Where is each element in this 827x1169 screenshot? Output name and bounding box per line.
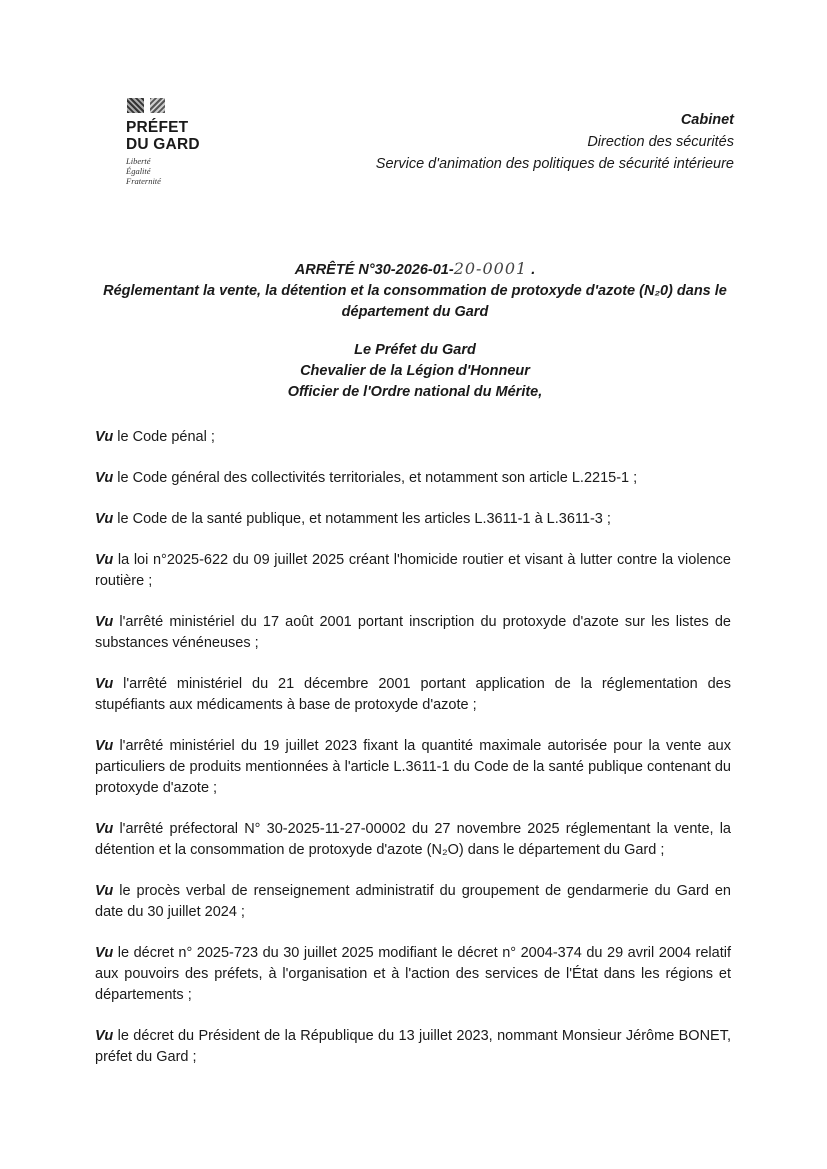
motto-fraternite: Fraternité (126, 176, 161, 186)
vu-label: Vu (95, 821, 114, 837)
visa-text: l'arrêté ministériel du 21 décembre 2001 portant application de la réglementation des stupéfiants aux médicaments à base de protoxyde d'azote ; (95, 676, 731, 713)
vu-label: Vu (95, 552, 114, 568)
visa-paragraph (95, 509, 731, 530)
prefet-name: Le Préfet du Gard (354, 342, 476, 358)
prefecture-logo (126, 98, 200, 186)
logo-line1: PRÉFET (126, 119, 189, 136)
logo-line2: DU GARD (126, 136, 200, 153)
service: Service d'animation des politiques de sécurité intérieure (375, 156, 734, 172)
prefet-titles (95, 340, 735, 403)
vu-label: Vu (95, 470, 114, 486)
vu-label: Vu (95, 945, 114, 961)
cabinet: Cabinet (680, 112, 734, 128)
visa-text: l'arrêté préfectoral N° 30-2025-11-27-00002 du 27 novembre 2025 réglementant la vente, la détention et la consommation de protoxyde d'azote (N₂O) dans le département du Gard ; (95, 821, 731, 858)
visa-paragraph (95, 1026, 731, 1068)
visa-paragraph (95, 612, 731, 654)
logo-motto (126, 156, 200, 186)
vu-label: Vu (95, 511, 114, 527)
visas-list (95, 427, 731, 1088)
vu-label: Vu (95, 676, 114, 692)
motto-egalite: Égalité (126, 166, 151, 176)
visa-text: l'arrêté ministériel du 19 juillet 2023 fixant la quantité maximale autorisée pour la vente aux particuliers de produits mentionnées à l'article L.3611-1 du Code de la santé publique contenant du protoxyde d'azote ; (95, 738, 731, 796)
vu-label: Vu (95, 738, 114, 754)
visa-paragraph (95, 943, 731, 1006)
logo-title (126, 119, 200, 153)
prefet-distinction-2: Officier de l'Ordre national du Mérite, (287, 384, 543, 400)
marianne-emblem-icon (127, 98, 200, 113)
direction: Direction des sécurités (587, 134, 734, 150)
visa-text: la loi n°2025-622 du 09 juillet 2025 créant l'homicide routier et visant à lutter contre la violence routière ; (95, 552, 731, 589)
decree-subject: Réglementant la vente, la détention et la consommation de protoxyde d'azote (N₂0) dans le département du Gard (103, 283, 727, 320)
visa-text: le Code de la santé publique, et notamment les articles L.3611-1 à L.3611-3 ; (113, 511, 611, 527)
visa-text: le Code pénal ; (113, 429, 215, 445)
decree-number-suffix: . (527, 262, 536, 278)
decree-number (95, 258, 735, 281)
visa-paragraph (95, 427, 731, 448)
visa-paragraph (95, 468, 731, 489)
visa-paragraph (95, 819, 731, 861)
handwritten-number: 20-0001 (453, 259, 528, 278)
issuing-service (376, 109, 734, 175)
vu-label: Vu (95, 614, 114, 630)
prefet-distinction-1: Chevalier de la Légion d'Honneur (300, 363, 530, 379)
visa-paragraph (95, 550, 731, 592)
visa-paragraph (95, 881, 731, 923)
visa-text: le décret du Président de la République du 13 juillet 2023, nommant Monsieur Jérôme BONET, préfet du Gard ; (95, 1028, 731, 1065)
decree-number-prefix: ARRÊTÉ N°30-2026-01- (294, 262, 454, 278)
visa-paragraph (95, 674, 731, 716)
vu-label: Vu (95, 883, 114, 899)
visa-paragraph (95, 736, 731, 799)
vu-label: Vu (95, 429, 114, 445)
visa-text: le décret n° 2025-723 du 30 juillet 2025 modifiant le décret n° 2004-374 du 29 avril 2004 relatif aux pouvoirs des préfets, à l'organisation et à l'action des services de l'État dans les régions et départements ; (95, 945, 731, 1003)
vu-label: Vu (95, 1028, 114, 1044)
motto-liberte: Liberté (126, 156, 151, 166)
decree-title (95, 258, 735, 323)
visa-text: l'arrêté ministériel du 17 août 2001 portant inscription du protoxyde d'azote sur les listes de substances vénéneuses ; (95, 614, 731, 651)
visa-text: le procès verbal de renseignement administratif du groupement de gendarmerie du Gard en date du 30 juillet 2024 ; (95, 883, 731, 920)
visa-text: le Code général des collectivités territoriales, et notamment son article L.2215-1 ; (113, 470, 638, 486)
